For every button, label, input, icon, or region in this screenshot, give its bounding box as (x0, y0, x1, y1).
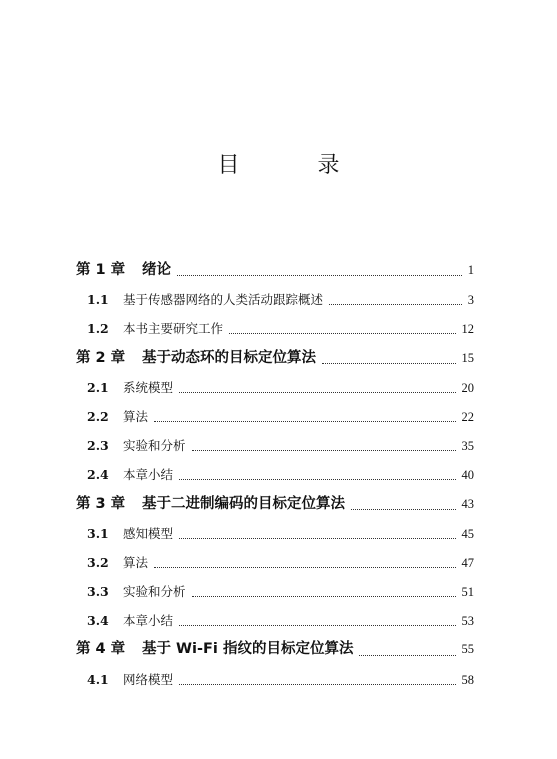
entry-title: 网络模型 (123, 671, 174, 687)
toc-section-entry[interactable] (76, 665, 474, 694)
entry-number: 第 1 章 (76, 262, 126, 278)
entry-page-number: 35 (461, 439, 474, 454)
dot-leader (229, 333, 455, 334)
entry-title: 基于传感器网络的人类活动跟踪概述 (123, 292, 324, 308)
dot-leader (329, 304, 462, 305)
table-of-contents (76, 256, 474, 694)
entry-title: 系统模型 (123, 379, 174, 395)
toc-section-entry[interactable] (76, 519, 474, 548)
entry-number: 1.2 (87, 321, 109, 337)
entry-title: 感知模型 (123, 525, 174, 541)
entry-page-number: 20 (461, 380, 474, 395)
entry-number: 3.3 (87, 584, 109, 600)
entry-page-number: 3 (467, 293, 474, 308)
entry-title: 绪论 (142, 262, 171, 278)
entry-number: 2.4 (87, 467, 109, 483)
toc-section-entry[interactable] (76, 606, 474, 635)
dot-leader (154, 567, 455, 568)
entry-page-number: 51 (461, 585, 474, 600)
dot-leader (192, 596, 456, 597)
dot-leader (177, 275, 462, 276)
entry-page-number: 47 (461, 555, 474, 570)
toc-chapter-entry[interactable] (76, 344, 474, 373)
toc-section-entry[interactable] (76, 402, 474, 431)
page-title: 目 录 (217, 153, 368, 178)
entry-number: 3.1 (87, 525, 109, 541)
entry-title: 本章小结 (123, 467, 174, 483)
entry-number: 3.2 (87, 554, 109, 570)
entry-title: 本书主要研究工作 (123, 321, 224, 337)
entry-number: 第 2 章 (76, 349, 126, 366)
dot-leader (359, 655, 455, 656)
entry-page-number: 1 (467, 263, 474, 277)
entry-number: 2.2 (87, 408, 109, 424)
entry-page-number: 15 (461, 350, 474, 365)
entry-page-number: 40 (461, 468, 474, 483)
entry-page-number: 22 (461, 409, 474, 424)
dot-leader (351, 509, 456, 510)
entry-page-number: 53 (461, 614, 474, 629)
entry-title: 实验和分析 (123, 584, 186, 600)
entry-page-number: 58 (461, 672, 474, 687)
toc-section-entry[interactable] (76, 460, 474, 489)
toc-chapter-entry[interactable] (76, 490, 474, 519)
entry-page-number: 43 (461, 496, 474, 511)
toc-chapter-entry[interactable] (76, 635, 474, 664)
entry-title: 实验和分析 (123, 438, 186, 454)
entry-number: 2.3 (87, 438, 109, 454)
entry-number: 2.1 (87, 379, 109, 395)
entry-number: 1.1 (87, 292, 109, 308)
dot-leader (192, 450, 456, 451)
entry-title: 本章小结 (123, 613, 174, 629)
entry-title: 基于动态环的目标定位算法 (142, 349, 316, 366)
entry-number: 4.1 (87, 671, 109, 687)
entry-page-number: 55 (461, 642, 474, 657)
dot-leader (179, 625, 455, 626)
dot-leader (154, 421, 455, 422)
entry-title: 基于二进制编码的目标定位算法 (142, 495, 345, 512)
toc-chapter-entry[interactable] (76, 256, 474, 285)
toc-section-entry[interactable] (76, 373, 474, 402)
dot-leader (179, 538, 455, 539)
entry-title: 算法 (123, 408, 149, 424)
entry-page-number: 45 (461, 526, 474, 541)
toc-section-entry[interactable] (76, 577, 474, 606)
entry-number: 3.4 (87, 613, 109, 629)
dot-leader (179, 479, 455, 480)
entry-number: 第 4 章 (76, 641, 126, 658)
toc-section-entry[interactable] (76, 548, 474, 577)
entry-title: 算法 (123, 554, 149, 570)
toc-section-entry[interactable] (76, 314, 474, 343)
dot-leader (179, 392, 455, 393)
dot-leader (179, 684, 455, 685)
toc-section-entry[interactable] (76, 431, 474, 460)
entry-number: 第 3 章 (76, 495, 126, 512)
entry-page-number: 12 (461, 322, 474, 337)
dot-leader (322, 363, 456, 364)
toc-section-entry[interactable] (76, 285, 474, 314)
entry-title: 基于 Wi-Fi 指纹的目标定位算法 (142, 641, 354, 658)
